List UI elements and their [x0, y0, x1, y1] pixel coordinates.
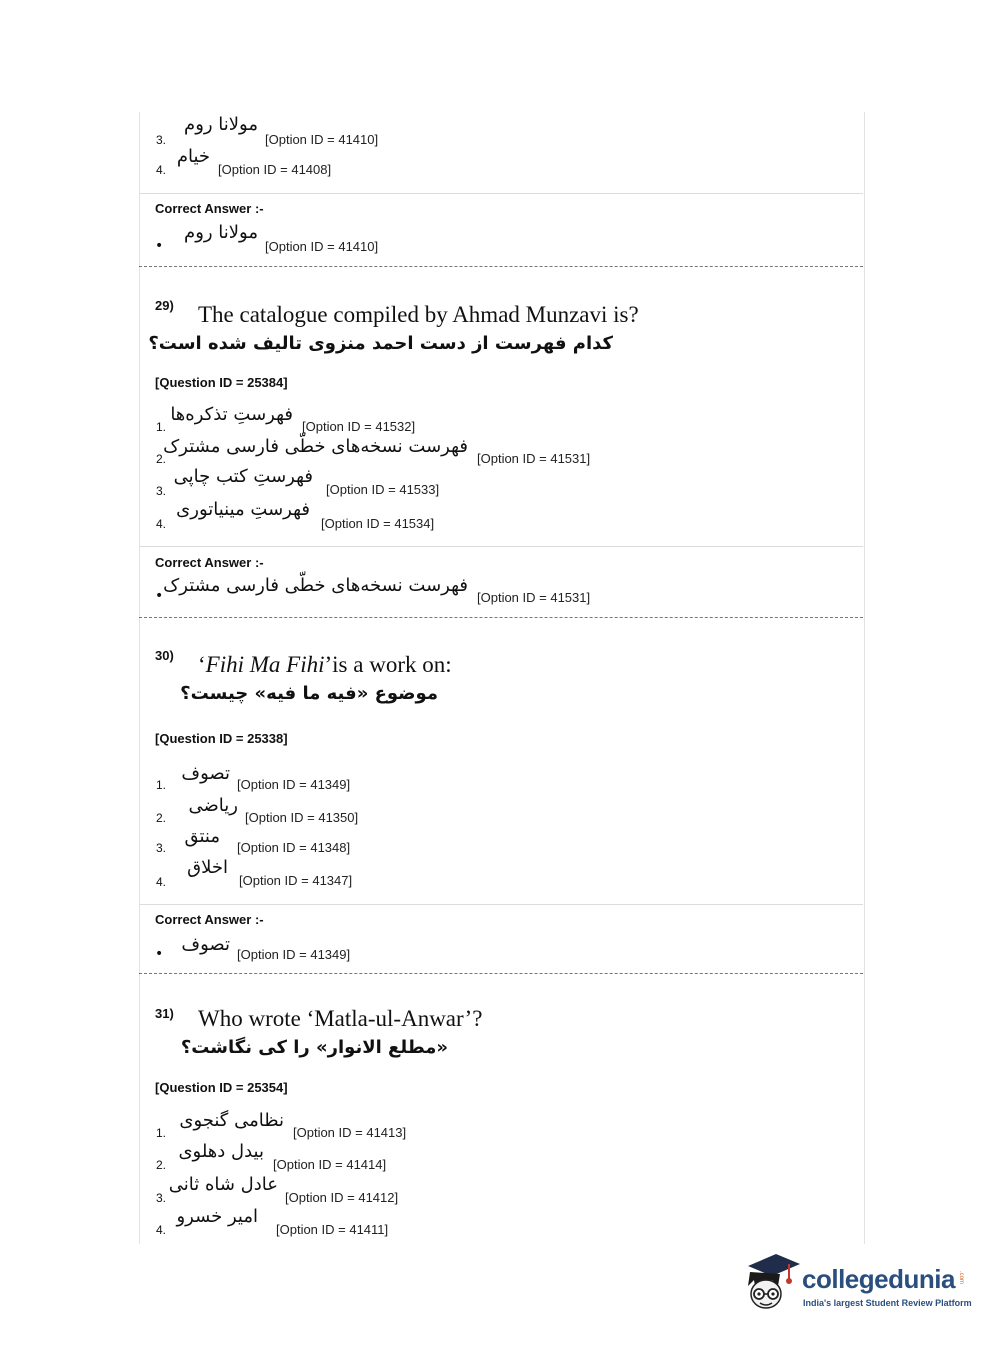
- option-id: [Option ID = 41414]: [273, 1157, 387, 1172]
- option-number: 1.: [156, 1126, 167, 1140]
- bullet: •: [155, 946, 164, 962]
- option-number: 2.: [156, 1158, 167, 1172]
- option-id: [Option ID = 41410]: [265, 132, 379, 147]
- correct-answer-label: Correct Answer :-: [155, 555, 264, 570]
- question-number: 29): [155, 298, 174, 313]
- option-number: 1.: [156, 420, 167, 434]
- correct-answer-id: [Option ID = 41349]: [237, 947, 351, 962]
- divider: [139, 193, 863, 194]
- option-text: مولانا روم: [184, 114, 258, 135]
- option-number: 4.: [156, 875, 167, 889]
- option-id: [Option ID = 41349]: [237, 777, 351, 792]
- bullet: •: [155, 238, 164, 254]
- correct-answer-text: تصوف: [181, 934, 230, 955]
- option-id: [Option ID = 41412]: [285, 1190, 399, 1205]
- option-number: 2.: [156, 452, 167, 466]
- question-text-english: ‘Fihi Ma Fihi’is a work on:: [198, 652, 452, 677]
- option-id: [Option ID = 41533]: [326, 482, 440, 497]
- correct-answer-label: Correct Answer :-: [155, 201, 264, 216]
- option-id: [Option ID = 41348]: [237, 840, 351, 855]
- option-number: 3.: [156, 133, 167, 147]
- work-title: Fihi Ma Fihi: [205, 652, 325, 677]
- option-text: امیر خسرو: [176, 1206, 258, 1227]
- question-separator: [139, 266, 863, 267]
- logo-tagline: India's largest Student Review Platform: [803, 1298, 972, 1308]
- bullet: •: [155, 588, 164, 604]
- question-id: [Question ID = 25384]: [155, 375, 288, 390]
- correct-answer-id: [Option ID = 41531]: [477, 590, 591, 605]
- option-text: فهرستِ کتب چاپی: [173, 466, 313, 487]
- question-separator: [139, 617, 863, 618]
- option-number: 3.: [156, 1191, 167, 1205]
- divider: [139, 546, 863, 547]
- mascot-logo-icon: [742, 1252, 800, 1314]
- option-number: 1.: [156, 778, 167, 792]
- correct-answer-text: فهرست نسخه‌های خطّی فارسی مشترک: [163, 575, 468, 596]
- divider: [139, 904, 863, 905]
- question-id: [Question ID = 25354]: [155, 1080, 288, 1095]
- logo-suffix: .com: [958, 1271, 964, 1285]
- option-number: 3.: [156, 484, 167, 498]
- option-text: فهرستِ تذکره‌ها: [170, 404, 293, 425]
- question-text-persian: «مطلع الانوار» را کی نگاشت؟: [180, 1037, 448, 1058]
- question-separator: [139, 973, 863, 974]
- option-id: [Option ID = 41350]: [245, 810, 359, 825]
- correct-answer-label: Correct Answer :-: [155, 912, 264, 927]
- option-id: [Option ID = 41411]: [276, 1222, 389, 1237]
- question-text-english: Who wrote ‘Matla-ul-Anwar’?: [198, 1006, 483, 1031]
- option-text: فهرست نسخه‌های خطّی فارسی مشترک: [163, 436, 468, 457]
- question-number: 31): [155, 1006, 174, 1021]
- correct-answer-id: [Option ID = 41410]: [265, 239, 379, 254]
- option-text: منتق: [184, 826, 220, 847]
- question-number: 30): [155, 648, 174, 663]
- option-id: [Option ID = 41413]: [293, 1125, 407, 1140]
- option-number: 2.: [156, 811, 167, 825]
- question-id: [Question ID = 25338]: [155, 731, 288, 746]
- logo-wordmark: collegedunia: [802, 1264, 955, 1294]
- option-text: عادل شاه ثانی: [168, 1174, 278, 1195]
- option-id: [Option ID = 41532]: [302, 419, 416, 434]
- question-text-persian: کدام فهرست از دست احمد منزوی تالیف شده است؟: [148, 333, 613, 354]
- option-text: نظامی گنجوی: [179, 1110, 284, 1131]
- option-id: [Option ID = 41347]: [239, 873, 353, 888]
- document-frame: [139, 112, 865, 1244]
- correct-answer-text: مولانا روم: [184, 222, 258, 243]
- option-id: [Option ID = 41531]: [477, 451, 591, 466]
- option-text: ریاضی: [188, 795, 238, 816]
- option-number: 4.: [156, 163, 167, 177]
- option-id: [Option ID = 41408]: [218, 162, 332, 177]
- question-text-english: The catalogue compiled by Ahmad Munzavi is?: [198, 302, 639, 327]
- option-number: 4.: [156, 1223, 167, 1237]
- option-text: فهرستِ مینیاتوری: [176, 499, 310, 520]
- option-number: 3.: [156, 841, 167, 855]
- option-id: [Option ID = 41534]: [321, 516, 435, 531]
- option-text: خیام: [176, 146, 210, 167]
- option-text: تصوف: [181, 763, 230, 784]
- question-text-persian: موضوع «فیه ما فیه» چیست؟: [180, 683, 438, 704]
- option-number: 4.: [156, 517, 167, 531]
- option-text: اخلاق: [187, 857, 228, 878]
- option-text: بیدل دهلوی: [178, 1141, 264, 1162]
